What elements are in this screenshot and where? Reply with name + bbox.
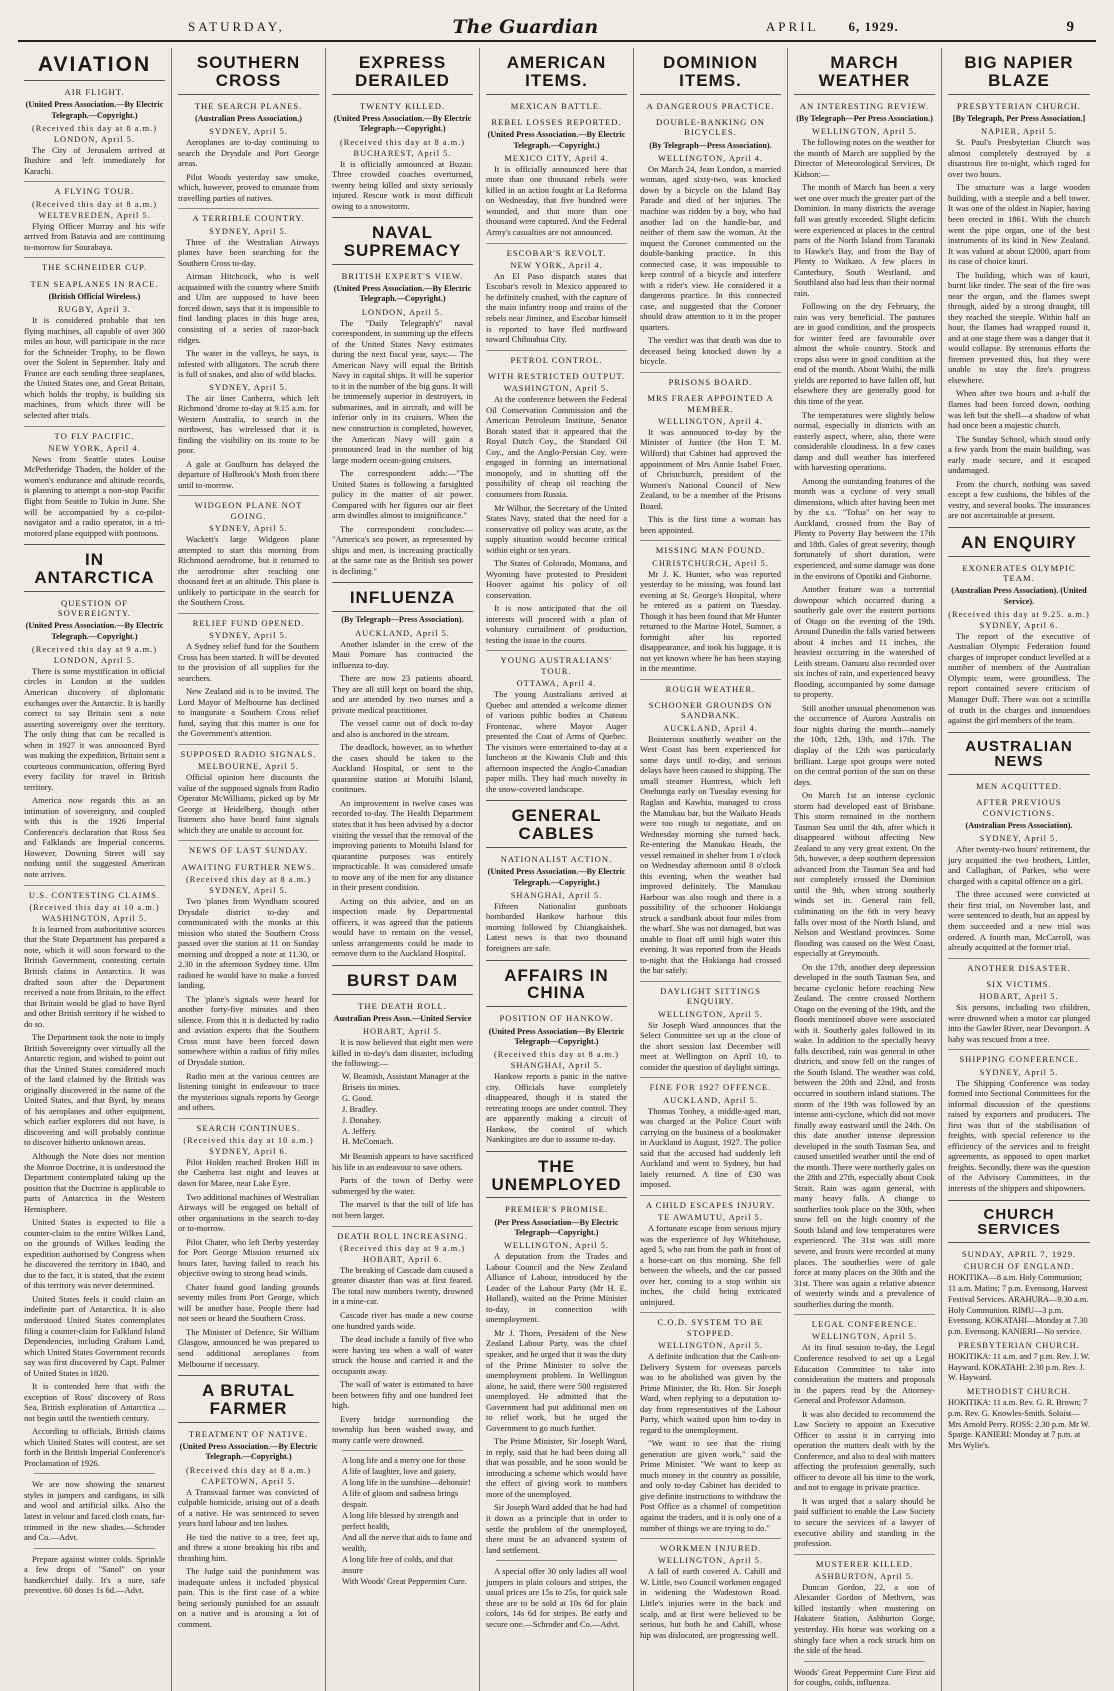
received-line: (Received this day at 8 a.m.) — [31, 123, 158, 133]
paragraph: United States is expected to file a counter-claim to the entire Wilkes Land, on the grounds of Wilkes leading the expedition authorised by Congress when he discovered the territory in 1840, and due to the fact, it is stated, that the extent of this territory was never determined. — [24, 1217, 165, 1291]
paragraph: It was announced to-day by the Minister of Justice (the Hon T. M. Wilford) that Cabinet had approved the appointment of Mrs Annie Isabel Fraer, of Christchurch, president of the Women's National Council of New Zealand, to be a member of the Prisons Board. — [640, 426, 781, 511]
dateline: SYDNEY, April 5. — [209, 226, 288, 236]
poem-line: And all the nerve that aids to fame and wealth, — [342, 1532, 472, 1553]
dateline: SYDNEY, April 5. — [209, 524, 288, 534]
paragraph: Hankow reports a panic in the native city. Officials have completely disappeared, though it is stated the retreating troops are under control. They are apparently making a circuit of Hankow, the control of which Nankingites are due to assume to-day. — [486, 1071, 627, 1145]
paragraph: The temperatures were slightly below normal, especially in districts with an easterly aspect, where, also, there were considerable cloudiness. In a few cases damp and dull weather has interfered with harvesting operations. — [794, 409, 935, 473]
paragraph: At its final session to-day, the Legal Conference resolved to set up a Legal Education Committee to take into consideration the matters and proposals in the papers read by the Attorney-General and Professor Adamson. — [794, 1342, 935, 1406]
subheading: ANOTHER DISASTER. — [948, 958, 1090, 973]
subheading: NEWS OF LAST SUNDAY. — [178, 840, 319, 855]
paragraph: The report of the executive of Australian Olympic Federation found charges of improper conduct levelled at a number of members of the Australian Olympic team, were groundless. The report contained severe criticism of Manager Duff. There was not a scintilla of truth in the charges and innuendoes against the girl members of the team. — [948, 630, 1090, 726]
paragraph: Radio men at the various centres are listening tonight in endeavour to trace the mysterious signals reports by George and others. — [178, 1070, 319, 1113]
advertisement: A special offer 30 only ladies all wool jumpers in plain colours and stripes, the usual prices are 15s to 25s, for quick sale these are to be sold at 10s 6d for plain colors, 14s 6d for stripes. Be early and secure one.—Schroder and Co.—Advt. — [486, 1566, 627, 1629]
article-heading: AMERICAN ITEMS. — [486, 48, 627, 95]
list-item: A. Jeffery. — [342, 1126, 377, 1136]
dateline: WELLINGTON, April 4. — [658, 153, 763, 163]
subheading: SCHOONER GROUNDS ON SANDBANK. — [648, 700, 773, 721]
masthead-month: APRIL — [765, 19, 819, 34]
paragraph: From the church, nothing was saved except a few cushions, the bibles of the vestry, and several books. The insurances are not ascertainable at present. — [948, 478, 1090, 521]
paragraph: Pilot Woods yesterday saw smoke, which, however, proved to emanate from travelling parties of natives. — [178, 171, 319, 203]
paragraph: There are now 23 patients aboard. They are all still kept on board the ship, and are attended by two nurses and a private medical practitioner. — [332, 673, 473, 715]
dateline: SYDNEY, April 6. — [209, 1146, 288, 1156]
dateline: BUCHAREST, April 5. — [353, 148, 452, 158]
dateline: ASHBURTON, April 5. — [814, 1571, 915, 1581]
paragraph: The building, which was of kauri, burnt like tinder. The seat of the fire was near the organ, and the flames swept through, aided by a strong draught, till they reached the steeple. Within half an hour, the flames had wrapped round it, and at one stage there was a danger that it would collapse. By strenuous efforts the firemen prevented this, but they were unable to stay the fire's progress elsewhere. — [948, 269, 1090, 385]
credit-line: (British Official Wireless.) — [48, 291, 141, 301]
credit-line: (By Telegraph—Press Association). — [341, 615, 464, 625]
paragraph: The correspondent adds:—"The United States is following a farsighted policy in the matter of air power. Compared with her figures our air fleet arm dwindles almost to insignificance." — [332, 468, 473, 521]
subheading: PRISONS BOARD. — [640, 372, 781, 387]
paragraph: A gale at Goulburn has delayed the departure of Holbrook's Moth from there until to-morrow. — [178, 458, 319, 490]
subheading: AIR FLIGHT. — [64, 87, 125, 98]
paragraph: It is learned from authoritative sources that the State Department has prepared a note, which it will soon forward to the British Government, contesting certain British claims in Antarctica. It was drafted soon after the Department received a note from Britain, to the effect that Britain would be glad to have Byrd and other British territory if he wished to do so. — [24, 923, 165, 1029]
dateline: WELLINGTON, April 5. — [812, 127, 917, 137]
credit-line: (Australian Press Association). (United Service). — [951, 586, 1087, 606]
paragraph: Still another unusual phenomenon was the occurrence of Aurora Australis on four nights during the month—namely the 10th, 12th, 13th, and 17th. The display of the 12th was particularly brilliant. Large spot groups were noted on the central portion of the sun on these days. — [794, 702, 935, 787]
received-line: (Received this day at 10 a.m.) — [183, 1135, 314, 1145]
dateline: LONDON, April 5. — [53, 655, 136, 665]
dateline: WELLINGTON, April 5. — [658, 1556, 763, 1566]
poem-line: A life of gloom and sadness brings despair. — [342, 1489, 459, 1510]
paragraph: It is contended here that with the exception of Ross' discovery of Ross Sea, British exploration of Antarctica ... not begin until the twentieth century. — [24, 1381, 165, 1423]
dateline: LONDON, April 5. — [361, 307, 444, 317]
advertisement: Woods' Great Peppermint Cure First aid for coughs, colds, influenza. — [794, 1666, 935, 1688]
church-times: HOKITIKA: 11 a.m. and 7 p.m. Rev. J. W. Hayward. KOKATAHI: 2.30 p.m. Rev. J. W. Hayward. — [948, 1351, 1090, 1383]
paragraph: Cascade river has made a new course one hundred yards wide. — [332, 1309, 473, 1331]
paragraph: It was also decided to recommend the Law Society to appoint an Executive Officer to assist it in carrying into operation the matters dealt with by the Conference, and also to deal with matters affecting the profession generally, such officer to devote all his time to the work, and not to engage in private practice. — [794, 1408, 935, 1493]
article-heading: DOMINION ITEMS. — [640, 48, 781, 95]
paragraph: Mr Beamish appears to have sacrificed his life in an endeavour to save others. — [332, 1151, 473, 1172]
masthead-day: SATURDAY, — [188, 19, 285, 34]
subheading: U.S. CONTESTING CLAIMS. — [24, 885, 165, 900]
masthead-title: The Guardian — [452, 16, 599, 38]
credit-line: (Australian Press Association). — [965, 821, 1073, 831]
dateline: OTTAWA, April 4. — [516, 679, 597, 689]
dateline: MEXICO CITY, April 4. — [504, 153, 609, 163]
dateline: WASHINGTON, April 5. — [503, 384, 610, 394]
divider — [34, 1548, 155, 1549]
column-5 — [634, 48, 788, 1691]
dateline: TE AWAMUTU, April 5. — [658, 1213, 763, 1223]
dateline: WELLINGTON, April 5. — [504, 1241, 609, 1251]
paragraph: There is some mystification in official circles in London at the sudden American discovery of diplomatic exchanges over the Antarctic. It is hardly correct to say Britain sent a note asserting sovereignty over the territory. The only thing that can be recalled is when in 1927 it was announced Byrd was making the expedition, Britain sent a courteous communication, offering Byrd every facility for travel in British territory. — [24, 665, 165, 792]
subheading: QUESTION OF SOVEREIGNTY. — [57, 597, 132, 619]
poem-line: A long life and a merry one for those — [342, 1456, 466, 1466]
article-heading: MARCH WEATHER — [794, 48, 935, 95]
paragraph: The Judge said the punishment was inadequate unless it included physical pain. This is the first case of a white being seriously punished for an assault on a native and is arousing a lot of comment. — [178, 1566, 319, 1629]
paragraph: The air liner Canberra, which left Richmond 'drome to-day at 9.15 a.m. for Western Australia, to search in the northwest, has wirelessed that it is finding the visibility on its route to be poor. — [178, 392, 319, 456]
list-item: J. Donahey. — [342, 1115, 382, 1125]
paragraph: Mr Wilbur, the Secretary of the United States Navy, stated that the need for a conservative oil policy was acute, as the supply situation would become critical within eight or ten years. — [486, 502, 627, 555]
paragraph: Official opinion here discounts the value of the supposed signals from Radio Operator McWilliams, picked up by Mr George at Heidelberg, though other listeners also have heard faint signals which they are unable to account for. — [178, 772, 319, 835]
paragraph: Another islander in the crew of the Maui Pomare has contracted the influenza to-day. — [332, 638, 473, 670]
subheading: MISSING MAN FOUND. — [640, 540, 781, 555]
column-4 — [480, 48, 634, 1691]
dateline: WELLINGTON, April 5. — [658, 1341, 763, 1351]
subheading: TEN SEAPLANES IN RACE. — [30, 278, 159, 289]
subheading: RELIEF FUND OPENED. — [178, 613, 319, 628]
dateline: HOBART, April 5. — [362, 1027, 443, 1037]
paragraph: The young Australians arrived at Quebec and attended a welcome dinner of various public bodies at Chateau Frontenac, where Mayor Auger presented the Coat of Arms of Quebec. The visitors were entertained to-day at a luncheon at the Kiwanis Club and this afternoon inspected the Anglo-Canadian paper mills. They had much novelty in the snow-covered landscape. — [486, 689, 627, 794]
subheading: YOUNG AUSTRALIANS' TOUR. — [486, 650, 627, 676]
received-line: (Received this day at 8 a.m.) — [493, 1050, 620, 1059]
advertisement: We are now showing the smartest styles in jumpers and cardigans, in silk and wool and artificial silks. Also the latest in velour and faced cloth coats, fur-trimmed in the new shades.—Schroder and Co.—Advt. — [24, 1479, 165, 1543]
subheading: BRITISH EXPERT'S VIEW. — [341, 270, 464, 281]
credit-line: [By Telegraph, Per Press Association.] — [952, 114, 1086, 123]
paragraph: On March 1st an intense cyclonic storm had developed east of Brisbane. This storm remained in the northern Tasman Sea until the 4th, after which it disappeared without affecting New Zealand to any very great extent. On the 5th, however, a deep southern depression advanced from the Tasman Sea and had not completely crossed the Dominion until the 9th, when strong southerly winds set in. General rain fell, culminating on the 6th in very heavy falls over most of the North Island, and Nelson and Westland provinces. Some flooding was caused on the West Coast, especially at Greymouth. — [794, 790, 935, 959]
subheading: AFTER PREVIOUS CONVICTIONS. — [976, 797, 1062, 818]
article-heading: AVIATION — [24, 48, 165, 81]
received-line: (Received this day at 8 a.m.) — [31, 199, 158, 209]
subheading: WITH RESTRICTED OUTPUT. — [487, 370, 626, 381]
masthead-day-number: 6, 1929. — [848, 19, 899, 34]
columns — [18, 48, 1096, 1688]
church-times: HOKITIKA—8 a.m. Holy Communion; 11 a.m. Matins; 7 p.m. Evensong, Harvest Festival Services. ARAHURA—9.30 a.m. Holy Communion. RIMU—3 p.m. Evensong. KOKATAHI—Monday at 7.30 p.m. Evensong. KANIERI—No service. — [948, 1273, 1089, 1337]
paragraph: The dead include a family of five who were having tea when a wall of water struck the house and carried it and the occupants away. — [332, 1334, 473, 1376]
subheading: POSITION OF HANKOW. — [499, 1013, 614, 1024]
subheading: MEXICAN BATTLE. — [510, 100, 603, 111]
paragraph: An El Paso dispatch states that Escobar's revolt in Mexico appeared to be definitely crushed, with the capture of the main infantry troop and trains of the rebels near Jiminez, and Escobar himself is reported to have fled northward toward Chihuahua City. — [486, 270, 627, 345]
article-heading: BURST DAM — [332, 965, 473, 995]
list-item: W. Beamish, Assistant Manager at the Briseis tin mines. — [342, 1071, 470, 1092]
credit-line: (United Press Association.—By Electric Telegraph.—Copyright.) — [25, 621, 164, 641]
subheading: TWENTY KILLED. — [359, 100, 446, 111]
received-line: (Received this day at 8 a.m.) — [339, 137, 466, 147]
received-line: (Received this day at 10 a.m.) — [29, 902, 160, 912]
article-heading: AN ENQUIRY — [948, 527, 1090, 557]
paragraph: "We want to see that the rising generation are given work," said the Prime Minister. "We want to keep as much money in the country as possible, and only to-day Cabinet has decided to give definite instructions to withdraw the Post Office as a channel of competition against the traders, and it is only one of a number of things we are trying to do." — [640, 1438, 781, 1533]
paragraph: The structure was a large wooden building, with a steeple and a bell tower. It was one of the oldest in Napier, having been erected in 1861. With the church went the pipe organ, one of the best instruments of its kind in New Zealand. It was valued at about £2000, apart from its case of choice kauri. — [948, 182, 1090, 267]
received-line: (Received this day at 9.25. a.m.) — [948, 609, 1090, 619]
subheading: DAYLIGHT SITTINGS ENQUIRY. — [640, 981, 781, 1007]
article-heading: INFLUENZA — [332, 582, 473, 612]
divider — [342, 1450, 463, 1451]
paragraph: New Zealand aid is to be invited. The Lord Mayor of Melbourne has declined to inaugurate a Southern Cross relief fund, saying that this matter is one for the Government's attention. — [178, 686, 319, 739]
list-item: J. Bradley. — [342, 1104, 378, 1114]
paragraph: He tied the native to a tree, feet up, and threw a stone breaking his ribs and thrashing him. — [178, 1531, 319, 1563]
page-number: 9 — [1066, 18, 1076, 35]
paragraph: Flying Officer Murray and his wife arrived from Batavia and are continuing to-morrow for Sourabaya. — [24, 220, 165, 252]
paragraph: The correspondent concludes:— "America's sea power, as represented by ships and men, is increasing practically at the same rate as the British sea power is declining." — [332, 523, 473, 576]
paragraph: The verdict was that death was due to deceased being knocked down by a bicycle. — [640, 335, 781, 367]
received-line: (Received this day at 8 a.m.) — [185, 875, 312, 884]
dateline: SYDNEY, April 5. — [209, 886, 288, 895]
dateline: SYDNEY, April 6. — [979, 620, 1059, 630]
dateline: RUGBY, April 3. — [57, 305, 131, 315]
subheading: C.O.D. SYSTEM TO BE STOPPED. — [640, 1312, 781, 1338]
paragraph: Every bridge surrounding the township has been washed away, and many cattle were drowned. — [332, 1413, 473, 1445]
dateline: NAPIER, April 5. — [980, 127, 1058, 137]
paragraph: News from Seattle states Louise McPetheridge Thaden, the holder of the women's endurance and altitude records, is planning to attempt a non-stop Pacific flight from Seattle to Tokio in June. She will be accompanied by a co-pilot-navigator and a radio operator, in a tri-motored plane equipped with pontoons. — [24, 453, 165, 538]
paragraph: The following notes on the weather for the month of March are supplied by the Director of Meteorological Services, Dr Kidson:— — [794, 137, 935, 179]
subheading: SIX VICTIMS. — [986, 978, 1052, 989]
subheading: EXONERATES OLYMPIC TEAM. — [962, 562, 1076, 583]
dateline: AUCKLAND, April 5. — [663, 1095, 758, 1105]
church-name: METHODIST CHURCH. — [966, 1387, 1072, 1397]
article-heading: SOUTHERN CROSS — [178, 48, 319, 95]
paragraph: The City of Jerusalem arrived at Bushire and left immediately for Karachi. — [24, 144, 165, 176]
paragraph: At the conference between the Federal Oil Conservation Commission and the American Petroleum Institute, Senator Borah stated that it appeared that the Royal Dutch Coy., the Standard Oil Coy., and the Anglo-Persian Coy. were engaged in forming an international monopoly, and in shutting off the possibility of cheap oil reaching the consumers from Russia. — [486, 394, 627, 499]
paragraph: Pilot Holden reached Broken Hill in the Canberra last night and leaves at dawn for Maree, near Lake Eyre. — [178, 1156, 319, 1188]
paragraph: Airman Hitchcock, who is well acquainted with the country where Smith and Ulm are supposed to have been forced down, says that it is impossible to find landing places in this huge area, consisting of a series of razor-back ridges. — [178, 271, 319, 345]
paragraph: Two additional machines of Westralian Airways will be engaged on behalf of other organisations in the search to-day or to-morrow. — [178, 1191, 319, 1234]
subheading: DEATH ROLL INCREASING. — [332, 1226, 473, 1241]
subheading: DOUBLE-BANKING ON BICYCLES. — [656, 117, 765, 138]
subheading: ESCOBAR'S REVOLT. — [486, 243, 627, 258]
paragraph: Parts of the town of Derby were submerged by the water. — [332, 1175, 473, 1196]
dateline: SYDNEY, April 5. — [979, 1067, 1059, 1077]
paragraph: United States feels it could claim an indefinite part of Antarctica. It is also understood United States contemplates filing a counter-claim for Falkland Island Dependencies, including Graham Land, which United States Government records say was first discovered by Capt. Palmer of United States in 1820. — [24, 1293, 165, 1378]
subheading: FINE FOR 1927 OFFENCE. — [640, 1077, 781, 1092]
paragraph: On the 17th, another deep depression developed in the south Tasman Sea, and became cyclonic before reaching New Zealand. The centre crossed Northern Otago on the evening of the 19th, and the floods mentioned above were associated with it. Southerly gales followed in its wake. In addition to the specially heavy falls described, rain was general in other districts, and snow fell on the ranges of the South Island. The weather was cold, between the 20th and 22nd, and frosts occurred in southern inland stations. The storm of the 19th was followed by an intense anti-cyclone, which did not move finally away eastward until the 24th. On this date another intense depression developed in the south Tasman Sea, and caused unsettled weather until the end of the month. There were northerly gales on the 28th and 27th, especially about Cook Strait. Rain was again general, with many heavy falls. A change to southerlies took place on the 30th, when snow fell on the high country of the South Island and low temperatures were experienced. The 31st was still more severe, and frosts were recorded at many places. The southerlies were of gale force at many places on the 30th and the 31st. There was again a relative absence of westerly winds and a prevalence of southerlies during the month. — [794, 961, 935, 1309]
credit-line: (By Telegraph—Per Press Association.) — [796, 114, 933, 123]
divider — [496, 1560, 617, 1561]
paragraph: A definite indication that the Cash-on-Delivery System for overseas parcels was to be abolished was given by the Prime Minister, the Rt. Hon. Sir Joseph Ward, when replying to a deputation to-day from representatives of the Labour Party, which waited upon him to-day in regard to the unemployment. — [640, 1351, 781, 1435]
dateline: AUCKLAND, April 5. — [355, 628, 450, 638]
credit-line: (United Press Association.—By Electric Telegraph.—Copyright.) — [333, 284, 472, 304]
column-6 — [788, 48, 942, 1691]
church-times: HOKITIKA: 11 a.m. Rev. G. R. Brown; 7 p.m. Rev. G. Knowles-Smith. Soloist—Mrs Arnold Perry. ROSS: 2.30 p.m. Mr W. Sparge. KANIERI: Monday at 7 p.m. at Mrs Wylie's. — [948, 1398, 1090, 1451]
dateline: SHANGHAI, April 5. — [510, 890, 603, 900]
paragraph: The Prime Minister, Sir Joseph Ward, in reply, said that he had been doing all that was possible, and he soon would be introducing a scheme which would have the effect of giving work to numbers more of the unemployed. — [486, 1436, 627, 1499]
dateline: LONDON, April 5. — [53, 134, 136, 144]
article-heading: CHURCH SERVICES — [948, 1200, 1090, 1244]
paragraph: The 'plane's signals were heard for another forty-five minutes and then silence. From this it is deducted by radio and aviation experts that the Southern Cross must have been forced down somewhere within a radius of fifty miles of Drysdale station. — [178, 993, 319, 1067]
subheading: WORKMEN INJURED. — [640, 1538, 781, 1553]
paragraph: A fortunate escape from serious injury was the experience of Joy Whitehouse, aged 5, who ran from the path in front of a horse-cart on this morning. She fell between the wheels, and the car passed over her, coming to a stop within six inches, the child being extricated uninjured. — [640, 1223, 781, 1307]
subheading: NATIONALIST ACTION. — [500, 854, 613, 865]
article-heading: THE UNEMPLOYED — [486, 1151, 627, 1199]
subheading: PRESBYTERIAN CHURCH. — [956, 100, 1082, 111]
paragraph: A fall of earth covered A. Cahill and W. Little, two Council workmen engaged in widening the Wadestown Road. Little's injuries were in the back and scalp, and at first were believed to be serious, but both he and Cahill, whose hip was dislocated, are progressing well. — [640, 1566, 781, 1640]
poem-line: A long life free of colds, and that assure — [342, 1554, 453, 1575]
article-heading: BIG NAPIER BLAZE — [948, 48, 1090, 95]
paragraph: Among the outstanding features of the month was a cyclone of very small dimensions, which after having been met by the s.s. "Tofua" on her way to Auckland, crossed from the Bay of Plenty to Poverty Bay between the 17th and 18th. Gales of great severity, though fortunately of short duration, were experienced, and some damage was done in the environs of Opotiki and Gisborne. — [794, 475, 935, 581]
dateline: SYDNEY, April 5. — [209, 631, 288, 641]
article-heading: AFFAIRS IN CHINA — [486, 960, 627, 1008]
subheading: WIDGEON PLANE NOT GOING. — [178, 495, 319, 521]
paragraph: St. Paul's Presbyterian Church was almost completely destroyed by a disastrous fire to-night, which raged for over two hours. — [948, 137, 1090, 179]
subheading: A CHILD ESCAPES INJURY. — [640, 1195, 781, 1210]
paragraph: A Transvaal farmer was convicted of culpable homicide, arising out of a death of a native. He was sentenced to seven years hard labour and ten lashes. — [178, 1486, 319, 1529]
subheading: THE DEATH ROLL. — [358, 1000, 447, 1011]
subheading: MRS FRAER APPOINTED A MEMBER. — [647, 393, 774, 414]
credit-line: (Per Press Association—By Electric Telegraph—Copyright.) — [494, 1217, 619, 1237]
paragraph: Sir Joseph Ward announces that the Select Committee set up at the close of the short session last December will meet at Wellington on April 10, to consider the question of daylight sittings. — [640, 1019, 781, 1072]
church-listing — [948, 1341, 1090, 1384]
subheading: SUNDAY, APRIL 7, 1929. — [961, 1249, 1077, 1259]
subheading: A TERRIBLE COUNTRY. — [178, 208, 319, 223]
paragraph: America now regards this as an intimation of sovereignty, and coupled with this is the 1926 Imperial Conference's declaration that Ross Sea and Falklands are Imperial concerns. However, Downing Street will say nothing until the suggested American note arrives. — [24, 795, 165, 880]
paragraph: After twenty-two hours' retirement, the jury acquitted the two brothers, Littler, and Callaghan, of Parkes, who were charged with a capital offence on a girl. — [948, 844, 1090, 886]
dateline: MELBOURNE, April 5. — [198, 762, 299, 772]
church-listing — [948, 1387, 1090, 1452]
credit-line: (United Press Association.—By Electric Telegraph.—Copyright.) — [487, 867, 626, 887]
subheading: THE SEARCH PLANES. — [194, 100, 303, 111]
subheading: A DANGEROUS PRACTICE. — [646, 100, 775, 111]
paragraph: The water in the valleys, he says, is infested with alligators. The scrub there is full of snakes, and also of wild blacks. — [178, 348, 319, 380]
received-line: (Received this day at 9 a.m.) — [31, 644, 158, 654]
article-heading: IN ANTARCTICA — [24, 544, 165, 592]
credit-line: (United Press Association.—By Electric Telegraph.—Copyright.) — [487, 130, 626, 150]
masthead-date — [766, 19, 899, 35]
paragraph: According to officials, British claims which United States will contest, are set forth in the British Imperial Conference's Proclamation of 1926. — [24, 1426, 165, 1468]
article-heading: AUSTRALIAN NEWS — [948, 732, 1090, 776]
paragraph: Mr J. K. Hunter, who was reported yesterday to be missing, was found last evening at St. George's Hospital, where he entered as a patient on Tuesday. Though it has been found that Mr Hunter returned to the Marine Hotel, Sumner, a fortnight after his reported disappearance, and took his luggage, it is not yet known where he has been staying in the meantime. — [640, 568, 781, 674]
church-name: PRESBYTERIAN CHURCH. — [958, 1340, 1080, 1350]
paragraph: Wackett's large Widgeon plane attempted to start this morning from Richmond aerodrome, but it returned to the aerodrome after reaching one thousand feet at an altitude. This plane is unlikely to participate in the search for the Southern Cross. — [178, 534, 319, 608]
dateline: SHANGHAI, April 5. — [510, 1061, 603, 1070]
article-heading: GENERAL CABLES — [486, 800, 627, 848]
subheading: REBEL LOSSES REPORTED. — [491, 117, 622, 127]
paragraph: The deadlock, however, as to whether the cases should be taken to the Auckland Hospital, or sent to the quarantine station at Motuihi Island, continues. — [332, 742, 473, 795]
subheading: LEGAL CONFERENCE. — [794, 1314, 935, 1329]
paragraph: The States of Colorado, Montana, and Wyoming have protested to President Hoover against his policy of oil conservation. — [486, 558, 627, 600]
subheading: MUSTERER KILLED. — [794, 1554, 935, 1569]
paragraph: Three of the Westralian Airways planes have been searching for the Southern Cross to-day. — [178, 236, 319, 268]
column-2 — [172, 48, 326, 1691]
paragraph: Six persons, including two children, were drowned when a motor car plunged into the Gawler River, near Devonport. A baby was rescued from a tree. — [948, 1002, 1090, 1044]
paragraph: The wall of water is estimated to have been between fifty and one hundred feet high. — [332, 1379, 473, 1411]
dateline: HOBART, April 6. — [362, 1254, 443, 1264]
paragraph: The vessel came out of dock to-day and also is anchored in the stream. — [332, 718, 473, 739]
paragraph: Mr J. Thorn, President of the New Zealand Labour Party, was the chief speaker, and he urged that it was the duty of the Prime Minister to solve the unemployment problem. In Wellington alone, he said, there were 500 registered unemployed. He admitted that the Government had put additional men on to relief work, but he urged the Government to go much further. — [486, 1327, 627, 1433]
subheading: SEARCH CONTINUES. — [178, 1118, 319, 1133]
dateline: WELLINGTON, April 5. — [812, 1332, 917, 1342]
subheading: PREMIER'S PROMISE. — [504, 1204, 609, 1215]
list-item: G. Good. — [342, 1093, 373, 1103]
poem-line: A life of laughter, love and gaiety, — [342, 1467, 457, 1477]
paragraph: The breaking of Cascade dam caused a greater disaster than was at first feared. The total now numbers twenty, drowned in a mine-car. — [332, 1264, 473, 1307]
dateline: CHRISTCHURCH, April 5. — [652, 558, 769, 568]
paragraph: Chater found good landing grounds seventy miles from Port George, which will be another base. People there had not seen or heard the Southern Cross. — [178, 1281, 319, 1324]
credit-line: (Australian Press Association.) — [195, 114, 302, 123]
paragraph: Although the Note does not mention the Monroe Doctrine, it is understood the Department contemplated taking up the position that the Doctrine is applicable to parts of Antarctica in the Western Hemisphere. — [24, 1151, 165, 1214]
paragraph: It was urged that a salary should be paid sufficient to enable the Law Society to secure the services of a lawyer of executive ability and standing in the profession. — [794, 1495, 935, 1549]
dateline: SYDNEY, April 5. — [209, 382, 288, 392]
column-1 — [18, 48, 172, 1691]
dateline: SYDNEY, April 5. — [979, 834, 1059, 844]
paragraph: On March 24, Jean London, a married woman, aged sixty-two, was knocked down by a bicycle on the Island Bay Parade and died of her injuries. The machine was ridden by a boy, who had another lad on the handle-bar, and neither of them saw the woman. At the inquest the Coroner commented on the double-banking practice. In this connected case, it was impossible to keep control of a bicycle and interfere with a rider's view. He considered it a dangerous practice. In this connected case, and suggested that the Coroner should draw attention to it in the proper quarters. — [640, 163, 781, 332]
paragraph: The three accused were convicted at their first trial, on November last, and were sentenced to death, but an appeal by them succeeded and a new trial was ordered. A fourth man, McCarroll, was already acquitted at the former trial. — [948, 889, 1090, 953]
dateline: CAPETOWN, April 5. — [201, 1476, 296, 1486]
paragraph: Sir Joseph Ward added that he had had it down as a principle that in order to settle the problem of the unemployed, there must be an advanced system of land settlement. — [486, 1502, 627, 1555]
paragraph: When after two hours and a-half the flames had been forced down, nothing was left but the shell—a shadow of what had once been a majestic church. — [948, 388, 1090, 431]
paragraph: Two 'planes from Wyndham scoured Drysdale district to-day and communicated with the monks at this mission who stated the Southern Cross passed over the station at 11 on Sunday morning and dropped a note at 11.30, or 2.30 in the afternoon Sydney time. Ulm radioed he would have to make a forced landing. — [178, 896, 319, 991]
paragraph: Another feature was a torrential downpour which occurred during a southerly gale over the eastern portions of Otago on the evening of the 19th. Around Dunedin the falls varied between about 4 inches and 11 inches, the heaviest occurring in the watershed of Leith stream. Oamaru also recorded over six inches of rain, and experienced heavy flooding, accompanied by some damage to property. — [794, 584, 935, 700]
poem-line: A long life blessed by strength and perfect health, — [342, 1510, 459, 1531]
subheading: SHIPPING CONFERENCE. — [948, 1049, 1090, 1064]
paragraph: It is now anticipated that the oil interests will proceed with a plan of voluntary curtailment of production, testing the issue in the courts. — [486, 603, 627, 645]
paragraph: The Minister of Defence, Sir William Glasgow, announced he was prepared to send additional aeroplanes from Melbourne if necessary. — [178, 1326, 319, 1369]
column-7 — [942, 48, 1096, 1691]
list-item: H. McComach. — [342, 1137, 394, 1147]
received-line: (Received this day at 9 a.m.) — [339, 1243, 466, 1253]
column-3 — [326, 48, 480, 1691]
dateline: AUCKLAND, April 4. — [663, 723, 758, 733]
article-heading: EXPRESS DERAILED — [332, 48, 473, 95]
paragraph: The Sunday School, which stood only a few yards from the main building, was early made secure, and it escaped undamaged. — [948, 433, 1090, 476]
paragraph: Boisterous southerly weather on the West Coast has been experienced for some days until to-day, and serious delays have been caused to shipping. The small steamer Huntress, which left Onehunga early on Tuesday evening for Raglan and Kawhia, managed to cross the Manukau bar, but the Waikato Heads were too rough to negotiate, and on Wednesday morning she turned back. Re-entering the Manukau Heads, the vessel remained in shelter from 1 o'clock on Wednesday afternoon until 8 o'clock this evening, when the weather had improved definitely. The Manukau Harbour was also rough and there is a possibility of the schooner Hokianga struck a sandbank about four miles from the wharf. She was not damaged, but was unable to float off until high water this evening. It was reported from the Heads to-night that the Hokianga had crossed the bar safely. — [640, 733, 781, 976]
church-listing — [948, 1262, 1090, 1338]
credit-line: (By Telegraph—Press Association). — [649, 140, 772, 150]
paragraph: Duncan Gordon, 22, a son of Alexander Gordon of Methven, was killed instantly when mustering on Hakatere Station, Ashburton Gorge, yesterday. His horse was working on a shingly face when a rock struck him on the side of the head. — [794, 1581, 935, 1656]
credit-line: (United Press Association.—By Electric Telegraph.—Copyright.) — [179, 1442, 318, 1462]
subheading: AWAITING FURTHER NEWS. — [181, 861, 316, 872]
poem-line: A long life in the sunshine—debonair! — [342, 1478, 471, 1488]
paragraph: Acting on this advice, and on an inspection made by Departmental officers, it was agreed that the patients would have to remain on the vessel, unless arrangements could be made to remove them to the Auckland Hospital. — [332, 895, 473, 959]
paragraph: It is officially announced at Buzau. Three crowded coaches overturned, twenty being killed and sixty seriously injured. Rescue work is most difficult owing to a snowstorm. — [332, 158, 473, 211]
paragraph: The month of March has been a very wet one over much the greater part of the Dominion. In many districts the average fall was greatly exceeded. Slight deficits were experienced at places in the central parts of the North Island from Taranaki to Hawke's Bay, and from the Bay of Plenty to Waikato. A few places in Canterbury, South Westland, and Southland also had less than their normal rain. — [794, 182, 935, 298]
paragraph: Fifteen Nationalist gunboats bombarded Hankow harbour this morning followed by Chiangkaishek. Latest news is that two thousand foreigners are safe. — [486, 900, 627, 953]
paragraph: This is the first time a woman has been appointed. — [640, 514, 781, 535]
paragraph: A deputation from the Trades and Labour Council and the New Zealand Alliance of Labour, introduced by the Leader of the Labour Party (Mr H. E. Holland), waited on the Prime Minister to-day, in connection with unemployment. — [486, 1251, 627, 1325]
subheading: TO FLY PACIFIC. — [24, 426, 165, 441]
paragraph: It is considered probable that ten flying machines, all capable of over 300 miles an hour, will participate in the race for the Schneider Trophy, to be flown over the Solent in September. Italy and France are each sending three seaplanes, the United States one, and Great Britain, which holds the trophy, is building six machines, from which three will be selected after trials. — [24, 315, 165, 421]
paragraph: The Department took the note to imply British Sovereignty over virtually all the Antarctic region, and wished to point out that the United States considered much of the land claimed by the British was originally discovered in the name of the United States, and that Byrd, by means of his aeroplanes and other equipment, which earlier explorers did not have, is discovering and will probably continue to discover hitherto unknown areas. — [24, 1032, 165, 1148]
article-heading: A BRUTAL FARMER — [178, 1375, 319, 1423]
dateline: NEW YORK, April 4. — [510, 260, 603, 270]
paragraph: A Sydney relief fund for the Southern Cross has been started. It will be devoted to the provision of all supplies for the searchers. — [178, 641, 319, 683]
subheading: A FLYING TOUR. — [24, 181, 165, 196]
paragraph: Following on the dry February, the rain was very beneficial. The pastures are in good condition, and the prospects for winter feed are favourable over almost the whole country. Stock and crops also were in good condition at the end of the month. About Waihi, the milk yields are reported to have fallen off, but elsewhere they are generally good for this time of the year. — [794, 301, 935, 406]
church-name: CHURCH OF ENGLAND. — [963, 1262, 1075, 1272]
article-heading: NAVAL SUPREMACY — [332, 217, 473, 265]
dateline: NEW YORK, April 4. — [48, 443, 141, 453]
poem-line: With Woods' Great Peppermint Cure. — [342, 1576, 467, 1586]
paragraph: The "Daily Telegraph's" naval correspondent, in summing up the effects of the United States Navy estimates during the next fiscal year, says:— The American Navy will equal the British Navy in capital ships. It will be superior to it in the number of the big guns. It will be immensely superior in destroyers, in submarines, and in aircraft, and will be inferior only in its cruisers. When the new construction is completed, however, the American Navy will gain a pronounced lead in the number of big large modern ocean-going cruisers. — [332, 317, 473, 465]
dateline: WELLINGTON, April 5. — [658, 1009, 763, 1019]
dateline: WELTEVREDEN, April 5. — [38, 210, 151, 220]
paragraph: It is officially announced here that more than one thousand rebels were killed in an action fought at La Reforma on Wednesday, that five hundred were wounded, and that more than one thousand were captured. And the Federal Army's casualties are not announced. — [486, 163, 627, 237]
subheading: AN INTERESTING REVIEW. — [799, 100, 930, 111]
credit-line: Australian Press Assn.—United Service — [333, 1014, 472, 1024]
paragraph: Pilot Chater, who left Derby yesterday for Port George Mission returned six hours later, having failed to reach his objective owing to strong head winds. — [178, 1236, 319, 1279]
received-line: (Received this day at 8 a.m.) — [185, 1465, 312, 1475]
credit-line: (United Press Association.—By Electric Telegraph.—Copyright.) — [333, 114, 472, 134]
paragraph: An improvement in twelve cases was recorded to-day. The Health Department states that it has been advised by a doctor visiting the vessel that the removal of the improving patients to Motuihi Island for quarantine purposes was entirely impracticable. It was considered unsafe to move any of the men for any distance in their present condition. — [332, 797, 473, 893]
subheading: TREATMENT OF NATIVE. — [188, 1428, 309, 1439]
masthead — [18, 14, 1096, 42]
credit-line: (United Press Association.—By Electric Telegraph.—Copyright.) — [25, 100, 164, 120]
subheading: MEN ACQUITTED. — [975, 781, 1063, 792]
paragraph: The Shipping Conference was today formed into Sectional Committees for the informal discussion of the questions raised by exporters and producers. The first was that of the stabilisation of freights, with special reference to the efficiency of the services and to freight agreements, as opposed to open market freights. Secondly, there was the question of the Advisory Committees, in the interests of the shippers and shipowners. — [948, 1077, 1090, 1193]
subheading: ROUGH WEATHER. — [640, 679, 781, 694]
paragraph: Aeroplanes are to-day continuing to search the Drysdale and Port George areas. — [178, 137, 319, 169]
dateline: WASHINGTON, April 5. — [41, 913, 148, 923]
dateline: SYDNEY, April 5. — [209, 127, 288, 137]
divider — [804, 1661, 925, 1662]
subheading: SUPPOSED RADIO SIGNALS. — [178, 744, 319, 759]
paragraph: The marvel is that the toll of life has not been larger. — [332, 1199, 473, 1221]
dateline: WELLINGTON, April 4. — [658, 416, 763, 426]
advertisement: Prepare against winter colds. Sprinkle a few drops of "Sanol" on your handkerchief daily. It's a sure, safe preventive. 60 doses 1s 6d.—Advt. — [24, 1553, 165, 1596]
paragraph: Thomas Toohey, a middle-aged man, was charged at the Police Court with carrying on the business of a bookmaker in Auckland in August, 1927. The police said that the accused had suddenly left Auckland and went to Sydney, but had lately returned. A fine of £30 was imposed. — [640, 1105, 781, 1190]
subheading: THE SCHNEIDER CUP. — [24, 257, 165, 272]
victims-list — [332, 1072, 473, 1148]
paragraph: It is now believed that eight men were killed in to-day's dam disaster, including the following:— — [332, 1037, 473, 1069]
advertisement-poem — [332, 1456, 473, 1587]
divider — [34, 1473, 155, 1474]
subheading: PETROL CONTROL. — [486, 350, 627, 365]
credit-line: (United Press Association—By Electric Telegraph—Copyright.) — [488, 1026, 625, 1046]
dateline: HOBART, April 5. — [979, 992, 1059, 1002]
